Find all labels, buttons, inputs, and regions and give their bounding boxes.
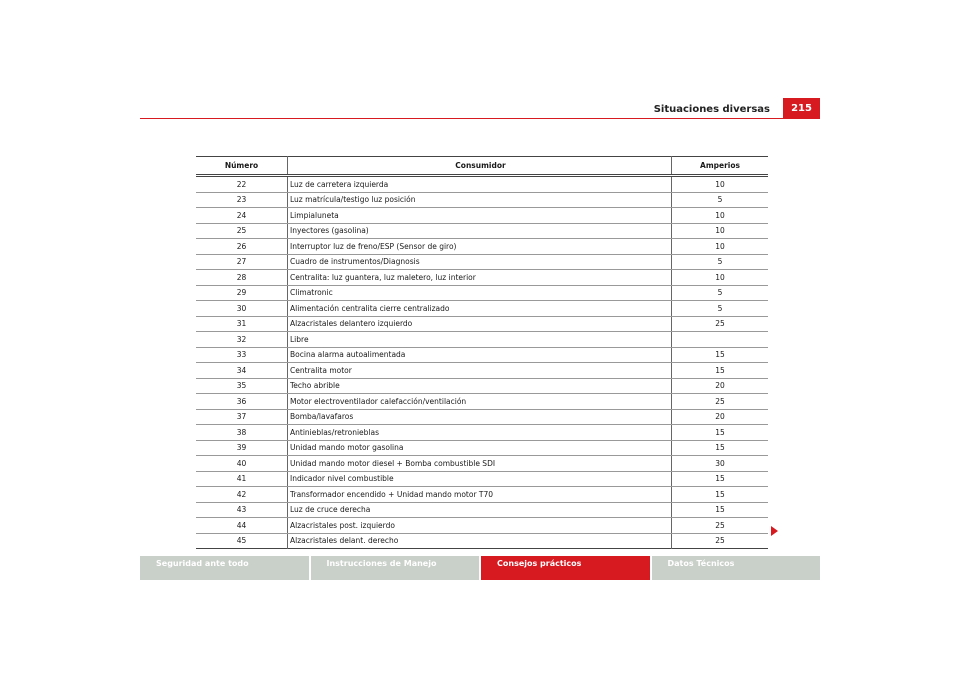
fuse-amperes: 10: [672, 239, 769, 255]
fuse-consumer: Libre: [288, 332, 672, 348]
footer-tab-instrucciones[interactable]: Instrucciones de Manejo: [311, 556, 480, 580]
fuse-number: 29: [196, 285, 288, 301]
next-page-arrow-icon[interactable]: [771, 526, 778, 536]
fuse-amperes: 5: [672, 301, 769, 317]
fuse-number: 39: [196, 440, 288, 456]
footer-nav: [140, 556, 820, 580]
fuse-consumer: Bomba/lavafaros: [288, 409, 672, 425]
fuse-consumer: Cuadro de instrumentos/Diagnosis: [288, 254, 672, 270]
table-row: [196, 301, 768, 317]
column-header-consumer: Consumidor: [288, 157, 672, 176]
fuse-amperes: 25: [672, 518, 769, 534]
column-header-amperes: Amperios: [672, 157, 769, 176]
table-row: [196, 456, 768, 472]
fuse-number: 26: [196, 239, 288, 255]
table-row: [196, 270, 768, 286]
table-row: [196, 192, 768, 208]
table-row: [196, 285, 768, 301]
table-row: [196, 239, 768, 255]
fuse-amperes: 5: [672, 254, 769, 270]
fuse-amperes: 10: [672, 270, 769, 286]
fuse-amperes: 15: [672, 347, 769, 363]
page-number-badge: 215: [783, 98, 820, 118]
fuse-number: 27: [196, 254, 288, 270]
fuse-number: 44: [196, 518, 288, 534]
fuse-consumer: Alimentación centralita cierre centralizado: [288, 301, 672, 317]
table-row: [196, 425, 768, 441]
fuse-number: 33: [196, 347, 288, 363]
fuse-number: 22: [196, 176, 288, 193]
table-row: [196, 332, 768, 348]
fuse-consumer: Interruptor luz de freno/ESP (Sensor de giro): [288, 239, 672, 255]
table-row: [196, 440, 768, 456]
fuse-consumer: Alzacristales delant. derecho: [288, 533, 672, 549]
fuse-number: 36: [196, 394, 288, 410]
fuse-number: 45: [196, 533, 288, 549]
fuse-consumer: Indicador nivel combustible: [288, 471, 672, 487]
footer-tab-seguridad[interactable]: Seguridad ante todo: [140, 556, 309, 580]
table-row: [196, 176, 768, 193]
fuse-consumer: Techo abrible: [288, 378, 672, 394]
fuse-amperes: 15: [672, 487, 769, 503]
table-row: [196, 347, 768, 363]
fuse-number: 24: [196, 208, 288, 224]
fuse-number: 37: [196, 409, 288, 425]
table-row: [196, 487, 768, 503]
fuse-amperes: 10: [672, 208, 769, 224]
fuse-number: 31: [196, 316, 288, 332]
fuse-consumer: Limpialuneta: [288, 208, 672, 224]
fuse-amperes: 5: [672, 192, 769, 208]
fuse-consumer: Luz de carretera izquierda: [288, 176, 672, 193]
table-row: [196, 471, 768, 487]
fuse-number: 23: [196, 192, 288, 208]
fuse-number: 42: [196, 487, 288, 503]
fuse-amperes: 10: [672, 176, 769, 193]
fuse-number: 40: [196, 456, 288, 472]
table-row: [196, 378, 768, 394]
page-title: Situaciones diversas: [653, 104, 770, 115]
table-row: [196, 223, 768, 239]
fuse-number: 43: [196, 502, 288, 518]
fuse-amperes: 15: [672, 440, 769, 456]
fuse-consumer: Unidad mando motor gasolina: [288, 440, 672, 456]
fuse-amperes: 25: [672, 394, 769, 410]
fuse-number: 32: [196, 332, 288, 348]
fuse-consumer: Centralita motor: [288, 363, 672, 379]
table-row: [196, 533, 768, 549]
fuse-amperes: 15: [672, 471, 769, 487]
fuse-amperes: 30: [672, 456, 769, 472]
fuse-consumer: Luz de cruce derecha: [288, 502, 672, 518]
table-header-row: [196, 157, 768, 176]
fuse-consumer: Alzacristales post. izquierdo: [288, 518, 672, 534]
fuse-amperes: [672, 332, 769, 348]
table-row: [196, 502, 768, 518]
fuse-number: 38: [196, 425, 288, 441]
fuse-amperes: 15: [672, 363, 769, 379]
fuse-amperes: 15: [672, 502, 769, 518]
fuse-consumer: Alzacristales delantero izquierdo: [288, 316, 672, 332]
fuse-amperes: 10: [672, 223, 769, 239]
fuse-amperes: 5: [672, 285, 769, 301]
table-row: [196, 254, 768, 270]
fuse-number: 35: [196, 378, 288, 394]
fuse-amperes: 20: [672, 378, 769, 394]
footer-tab-datos[interactable]: Datos Técnicos: [652, 556, 821, 580]
table-row: [196, 208, 768, 224]
fuse-amperes: 15: [672, 425, 769, 441]
fuse-consumer: Motor electroventilador calefacción/ventilación: [288, 394, 672, 410]
fuse-consumer: Antinieblas/retronieblas: [288, 425, 672, 441]
fuse-consumer: Bocina alarma autoalimentada: [288, 347, 672, 363]
fuse-amperes: 25: [715, 536, 725, 546]
fuse-consumer: Unidad mando motor diesel + Bomba combustible SDI: [288, 456, 672, 472]
table-row: [196, 394, 768, 410]
fuse-consumer: Inyectores (gasolina): [288, 223, 672, 239]
table-row: [196, 409, 768, 425]
table-row: [196, 518, 768, 534]
footer-tab-consejos[interactable]: Consejos prácticos: [481, 556, 650, 580]
fuse-amperes: 20: [672, 409, 769, 425]
fuse-consumer: Centralita: luz guantera, luz maletero, luz interior: [288, 270, 672, 286]
fuse-number: 28: [196, 270, 288, 286]
fuse-consumer: Luz matrícula/testigo luz posición: [288, 192, 672, 208]
column-header-number: Número: [196, 157, 288, 176]
fuse-consumer: Transformador encendido + Unidad mando motor T70: [288, 487, 672, 503]
fuse-number: 30: [196, 301, 288, 317]
header-divider: [140, 118, 820, 119]
table-row: [196, 316, 768, 332]
fuse-number: 41: [196, 471, 288, 487]
fuse-table: [196, 156, 768, 549]
fuse-number: 25: [196, 223, 288, 239]
fuse-amperes: 25: [672, 316, 769, 332]
fuse-consumer: Climatronic: [288, 285, 672, 301]
table-row: [196, 363, 768, 379]
fuse-number: 34: [196, 363, 288, 379]
